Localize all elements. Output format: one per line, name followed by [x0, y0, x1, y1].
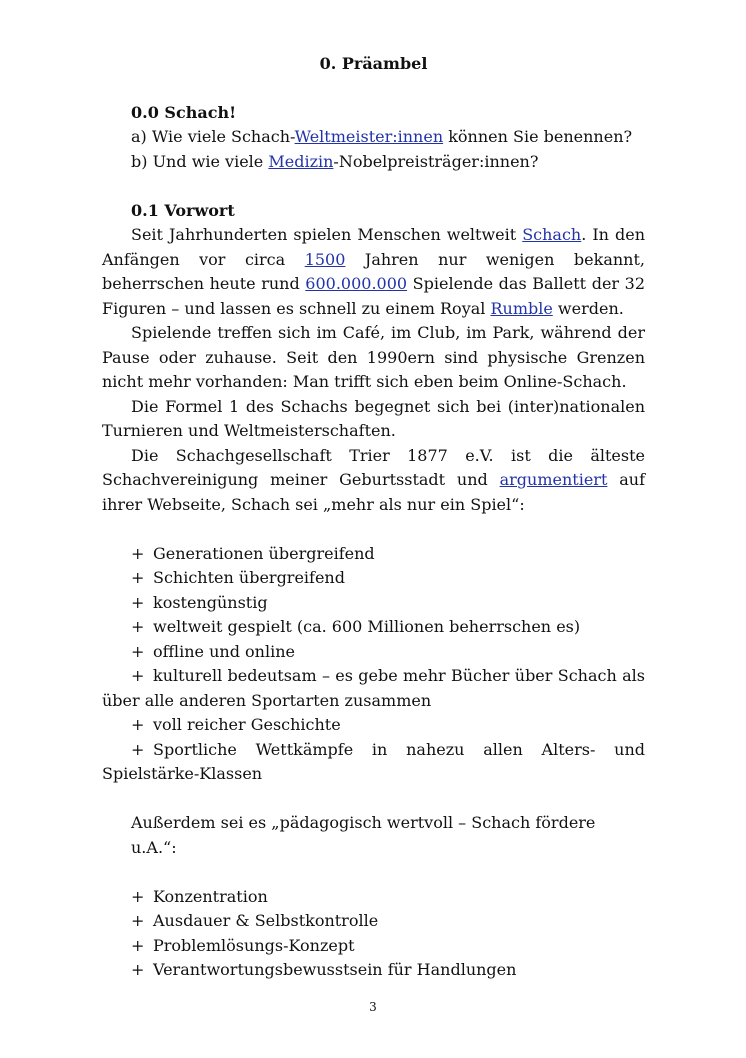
plus-bullet: +: [131, 911, 145, 930]
list-item: [102, 909, 645, 934]
list-item-text: voll reicher Geschichte: [153, 715, 341, 734]
question-b-prefix: b) Und wie viele: [131, 151, 269, 171]
link-argumentiert[interactable]: argumentiert: [499, 470, 608, 489]
list-item-text: Verantwortungsbewusstsein für Handlungen: [153, 960, 517, 979]
list-item-text: Ausdauer & Selbstkontrolle: [153, 911, 379, 930]
list-item-text: Problemlösungs-Konzept: [153, 935, 355, 955]
link-rumble[interactable]: Rumble: [490, 298, 553, 318]
plus-bullet: +: [131, 543, 145, 563]
plus-bullet: +: [131, 960, 145, 979]
list-item: [102, 934, 645, 959]
paedagogik-list: [102, 885, 645, 983]
p4-text-2: auf ihrer Webseite, Schach sei „mehr als nur ein Spiel“:: [102, 470, 645, 514]
spacer: [102, 174, 645, 199]
plus-bullet: +: [131, 641, 145, 661]
paragraph-2: Spielende treffen sich im Café, im Club, im Park, während der Pause oder zuhause. Seit den 1990ern sind physische Grenzen nicht mehr vorhanden: Man trifft sich eben beim Online-Schach.: [102, 323, 645, 391]
list-item: [102, 958, 645, 983]
list-item: [102, 640, 645, 665]
list-item: [102, 738, 645, 787]
section-heading-schach: 0.0 Schach!: [131, 102, 237, 122]
list-item-text: offline und online: [153, 641, 295, 661]
question-b: [131, 150, 645, 175]
list-item-text: kulturell bedeutsam – es gebe mehr Bücher über Schach als über alle anderen Sportarten zusammen: [102, 666, 645, 710]
list-item: [102, 615, 645, 640]
page-content: [102, 52, 645, 983]
link-600000000[interactable]: 600.000.000: [305, 274, 408, 293]
link-schach[interactable]: Schach: [522, 225, 582, 244]
p1-text-1: Seit Jahrhunderten spielen Menschen weltweit: [131, 225, 523, 244]
list-item-text: Sportliche Wettkämpfe in nahezu allen Alters- und Spielstärke-Klassen: [102, 739, 645, 783]
p1-text-3: Jahren nur wenigen bekannt, beherrschen heute rund: [102, 249, 646, 293]
paragraph-4: [102, 444, 645, 518]
spacer: [102, 517, 645, 542]
link-medizin[interactable]: Medizin: [268, 151, 334, 171]
list-item-text: Schichten übergreifend: [153, 568, 345, 587]
benefits-list: [102, 542, 645, 787]
plus-bullet: +: [131, 886, 145, 906]
question-a-suffix: können Sie benennen?: [443, 127, 633, 146]
question-a: [131, 125, 645, 150]
list-item: [102, 885, 645, 910]
plus-bullet: +: [131, 666, 145, 685]
question-a-prefix: a) Wie viele Schach-: [131, 127, 295, 146]
plus-bullet: +: [131, 568, 145, 587]
plus-bullet: +: [131, 715, 145, 734]
link-weltmeister[interactable]: Weltmeister:innen: [294, 127, 444, 146]
paragraph-3: Die Formel 1 des Schachs begegnet sich bei (inter)nationalen Turnieren und Weltmeisterschaften.: [102, 396, 645, 440]
list-item: [102, 591, 645, 616]
list-item-text: kostengünstig: [153, 592, 268, 612]
paragraph-1: [102, 223, 645, 321]
list-item: [102, 542, 645, 567]
list-item-text: Generationen übergreifend: [153, 543, 375, 563]
list-item-text: Konzentration: [153, 886, 268, 906]
question-b-suffix: -Nobelpreisträger:innen?: [333, 151, 539, 171]
p4-text-1: Die Schachgesellschaft Trier 1877 e.V. ist die älteste Schachvereinigung meiner Geburtsstadt und: [102, 445, 645, 489]
list-item: [102, 566, 645, 591]
chapter-title: 0. Präambel: [319, 54, 428, 73]
link-1500[interactable]: 1500: [304, 249, 346, 269]
list-item-text: weltweit gespielt (ca. 600 Millionen beherrschen es): [153, 617, 581, 636]
plus-bullet: +: [131, 592, 145, 612]
page-number: 3: [369, 1000, 377, 1014]
list-item: [102, 664, 645, 713]
plus-bullet: +: [131, 739, 145, 759]
spacer: [102, 787, 645, 812]
paragraph-5: Außerdem sei es „pädagogisch wertvoll – Schach fördere u.A.“:: [131, 813, 596, 857]
plus-bullet: +: [131, 935, 145, 955]
p1-text-5: werden.: [552, 298, 624, 318]
list-item: [102, 713, 645, 738]
spacer: [102, 860, 645, 885]
section-heading-vorwort: 0.1 Vorwort: [131, 200, 235, 220]
plus-bullet: +: [131, 617, 145, 636]
p1-text-4: Spielende das Ballett der 32 Figuren – und lassen es schnell zu einem Royal: [102, 274, 646, 318]
p1-text-2: . In den Anfängen vor circa: [102, 225, 645, 269]
